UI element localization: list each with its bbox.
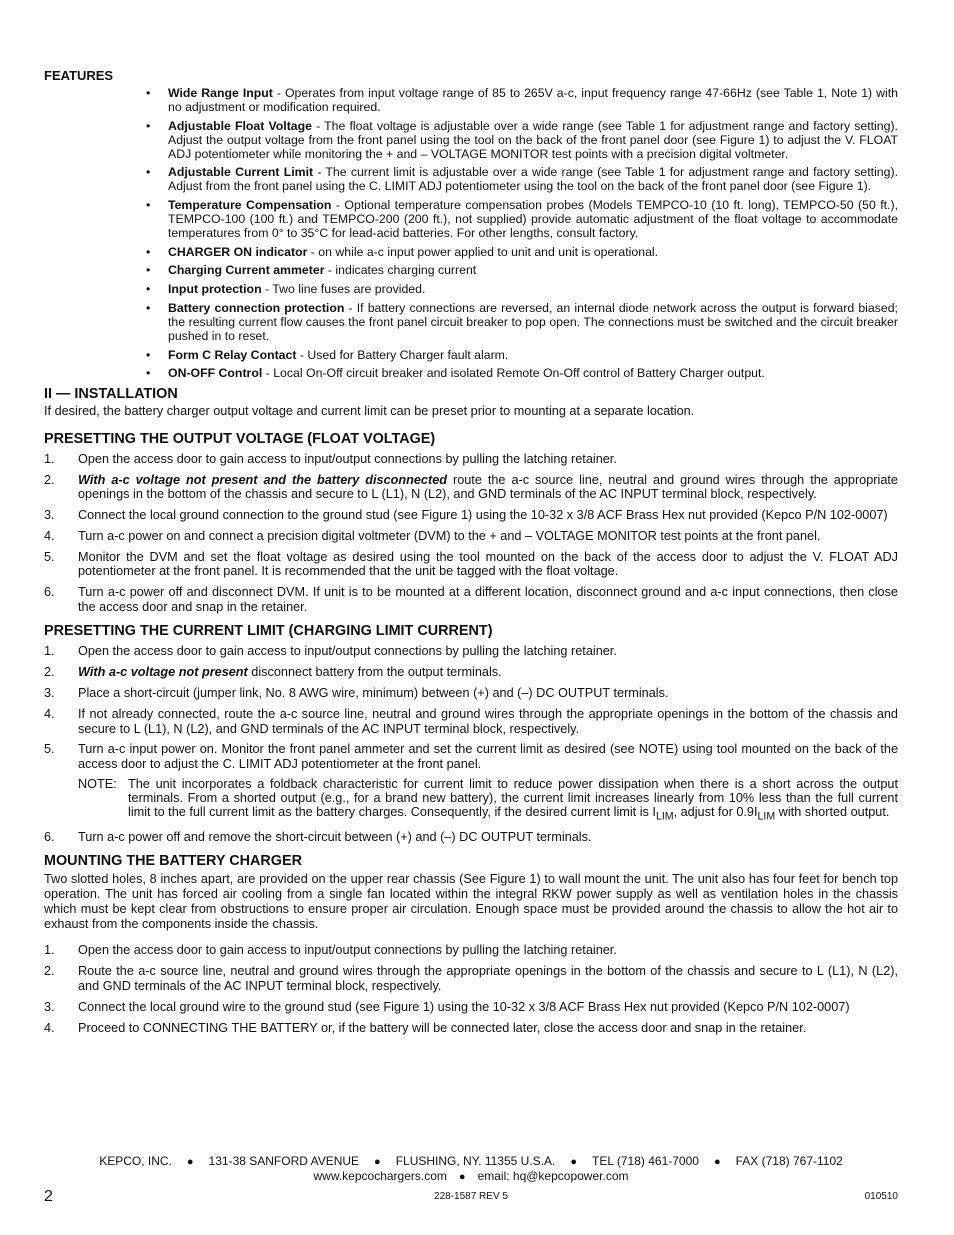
feature-title: Battery connection protection [168,300,345,315]
footer-address-line [44,1154,898,1168]
installation-intro: If desired, the battery charger output voltage and current limit can be preset prior to mounting at a separate location. [44,403,695,418]
feature-title: Form C Relay Contact [168,347,297,362]
step-text: Turn a-c power off and disconnect DVM. If unit is to be mounted at a different location, disconnect ground and a-c input connections, then close the access door and snap in the retainer. [78,585,898,614]
preset-current-step-6 [44,830,898,845]
feature-item [146,301,898,343]
footer-city: FLUSHING, NY. 11355 U.S.A. [395,1154,556,1168]
current-limit-note [44,777,898,824]
feature-text: - The float voltage is adjustable over a wide range (see Table 1 for adjustment range and factory setting). Adjust the output voltage from the front panel using the tool on the back of the front panel door (see Figure 1) to adjust the V. FLOAT ADJ potentiometer while monitoring the + and – VOLTAGE MONITOR test points with a precision digital voltmeter. [168,118,898,161]
document-page [44,68,898,1041]
feature-title: Temperature Compensation [168,198,332,213]
step-text: Open the access door to gain access to input/output connections by pulling the latching retainer. [78,451,617,466]
note-sub-b: LIM [757,810,776,823]
step-item [44,707,898,736]
date-code: 010510 [864,1191,898,1202]
feature-text: - Optional temperature compensation probes (Models TEMPCO-10 (10 ft. long), TEMPCO-50 (50 ft.), TEMPCO-100 (100 ft.) and TEMPCO-200 (200 ft.), not supplied) provide automatic adjustment of the float voltage to accommodate temperatures from 0° to 35°C for lead-acid batteries. For other lengths, consult factory. [168,198,898,241]
step-text: Turn a-c power off and remove the short-circuit between (+) and (–) DC OUTPUT terminals. [78,829,592,844]
footer-tel: TEL (718) 461-7000 [591,1154,699,1168]
step-text: Connect the local ground connection to the ground stud (see Figure 1) using the 10-32 x 3/8 ACF Brass Hex nut provided (Kepco P/N 102-0007) [78,508,888,523]
feature-title: Wide Range Input [168,86,273,100]
bullet-dot-icon: ● [186,1156,194,1168]
step-text: Connect the local ground wire to the ground stud (see Figure 1) using the 10-32 x 3/8 ACF Brass Hex nut provided (Kepco P/N 102-0007) [78,999,850,1014]
step-number: 4. [44,1020,55,1035]
features-heading: FEATURES [44,68,114,83]
note-text-c: with shorted output. [775,805,890,820]
step-item [44,943,898,958]
feature-title: Adjustable Float Voltage [168,118,312,133]
feature-item [146,119,898,161]
feature-text: - Used for Battery Charger fault alarm. [296,347,509,362]
feature-text: - The current limit is adjustable over a wide range (see Table 1 for adjustment range and factory setting). Adjust from the front panel using the C. LIMIT ADJ potentiometer using the tool on the back of the front panel door (see Figure 1). [168,165,898,194]
feature-text: - Operates from input voltage range of 85 to 265V a-c, input frequency range 47-66Hz (see Table 1, Note 1) with no adjustment or modification required. [168,86,898,114]
feature-title: CHARGER ON indicator [168,244,308,259]
step-item [44,1021,898,1036]
footer-fax: FAX (718) 767-1102 [735,1154,843,1168]
step-text: Place a short-circuit (jumper link, No. 8 AWG wire, minimum) between (+) and (–) DC OUTPUT terminals. [78,686,669,701]
step-text: Proceed to CONNECTING THE BATTERY or, if the battery will be connected later, close the access door and snap in the retainer. [78,1020,807,1035]
feature-item [146,245,898,259]
doc-number: 228-1587 REV 5 [434,1191,508,1202]
feature-text: - on while a-c input power applied to unit and unit is operational. [307,244,659,259]
step-number: 5. [44,742,55,757]
step-text: If not already connected, route the a-c source line, neutral and ground wires through the appropriate openings in the bottom of the chassis and secure to L (L1), N (L2), and GND terminals of the AC INPUT terminal block, respectively. [78,707,898,736]
note-label: NOTE: [78,776,117,791]
footer-meta [44,1188,898,1208]
step-item [44,964,898,993]
step-number: 1. [44,644,55,659]
feature-item [146,165,898,193]
bullet-dot-icon: ● [374,1156,381,1168]
footer-company: KEPCO, INC. [99,1154,172,1168]
feature-item [146,348,898,362]
step-emphasis: With a-c voltage not present [78,665,248,680]
feature-text: - indicates charging current [324,263,477,278]
bullet-dot-icon: ● [713,1156,721,1168]
feature-title: Input protection [168,282,262,297]
bullet-dot-icon: ● [458,1171,466,1183]
step-text: route the a-c source line, neutral and ground wires through the appropriate openings in the bottom of the chassis and secure to L (L1), N (L2), and GND terminals of the AC INPUT terminal block, respectively. [78,472,898,502]
feature-item [146,366,898,380]
step-item [44,529,898,544]
note-text-a: The unit incorporates a foldback characteristic for current limit to reduce power dissipation when there is a short across the output terminals. From a shorted output (e.g., for a brand new battery), the current limit increases linearly from 10% less than the full current limit to the full current limit as the battery charges. Consequently, if the desired current limit is I [128,776,898,820]
feature-item [146,198,898,240]
step-item [44,644,898,659]
mounting-heading: MOUNTING THE BATTERY CHARGER [44,853,302,870]
step-item [44,830,898,845]
step-number: 3. [44,999,55,1014]
feature-text: - Two line fuses are provided. [261,282,426,297]
step-number: 6. [44,585,55,600]
footer-address: 131-38 SANFORD AVENUE [208,1154,360,1168]
note-text-b: , adjust for 0.9I [673,805,758,820]
step-number: 3. [44,686,55,701]
step-text: Open the access door to gain access to input/output connections by pulling the latching retainer. [78,644,617,659]
installation-heading: II — INSTALLATION [44,385,178,402]
preset-voltage-steps [44,452,898,614]
step-item [44,473,898,502]
feature-item [146,282,898,296]
step-item [44,508,898,523]
step-text: disconnect battery from the output terminals. [247,665,502,680]
preset-voltage-heading: PRESETTING THE OUTPUT VOLTAGE (FLOAT VOLTAGE) [44,430,436,447]
step-item [44,452,898,467]
step-item [44,742,898,771]
note-sub-a: LIM [655,810,674,823]
step-number: 2. [44,964,55,979]
step-item [44,550,898,579]
step-item [44,686,898,701]
feature-title: ON-OFF Control [168,366,263,381]
preset-current-steps [44,644,898,771]
step-emphasis: With a-c voltage not present and the battery disconnected [78,472,448,487]
step-number: 3. [44,508,55,523]
page-number: 2 [44,1188,53,1205]
footer-email-link[interactable]: email: hq@kepcopower.com [477,1169,629,1183]
feature-item [146,263,898,277]
mounting-steps [44,943,898,1035]
step-text: Open the access door to gain access to input/output connections by pulling the latching retainer. [78,943,617,958]
preset-current-heading: PRESETTING THE CURRENT LIMIT (CHARGING LIMIT CURRENT) [44,623,493,640]
step-number: 1. [44,451,55,466]
step-number: 1. [44,943,55,958]
step-item [44,585,898,614]
feature-title: Adjustable Current Limit [168,165,314,180]
step-text: Turn a-c input power on. Monitor the front panel ammeter and set the current limit as desired (see NOTE) using tool mounted on the back of the access door to adjust the C. LIMIT ADJ potentiometer at the front panel. [78,742,898,771]
mounting-intro: Two slotted holes, 8 inches apart, are provided on the upper rear chassis (See Figure 1) to wall mount the unit. The unit also has four feet for bench top operation. The unit has forced air cooling from a single fan located within the integral RKW power supply as well as ventilation holes in the chassis which must be kept clear from obstructions to ensure proper air circulation. Enough space must be provided around the chassis to allow the hot air to exhaust from the components inside the chassis. [44,872,898,932]
step-number: 2. [44,472,55,487]
footer-web-link[interactable]: www.kepcochargers.com [313,1169,447,1183]
step-number: 6. [44,829,55,844]
footer-web-line [44,1169,898,1183]
step-number: 5. [44,549,55,564]
feature-item [146,86,898,114]
step-text: Turn a-c power on and connect a precision digital voltmeter (DVM) to the + and – VOLTAGE MONITOR test points at the front panel. [78,529,821,544]
features-list [146,86,898,380]
step-number: 4. [44,529,55,544]
feature-text: - If battery connections are reversed, an internal diode network across the output is forward biased; the resulting current flow causes the front panel circuit breaker to pop open. The connections must be switched and the circuit breaker pushed in to reset. [168,300,898,343]
step-text: Monitor the DVM and set the float voltage as desired using the tool mounted on the back of the access door to adjust the V. FLOAT ADJ potentiometer at the front panel. It is recommended that the unit be tagged with the float voltage. [78,549,898,579]
step-number: 4. [44,707,55,721]
step-item [44,1000,898,1015]
feature-text: - Local On-Off circuit breaker and isolated Remote On-Off control of Battery Charger output. [262,366,765,381]
step-item [44,665,898,680]
bullet-dot-icon: ● [570,1156,577,1168]
step-text: Route the a-c source line, neutral and ground wires through the appropriate openings in the bottom of the chassis and secure to L (L1), N (L2), and GND terminals of the AC INPUT terminal block, respectively. [78,964,898,993]
step-number: 2. [44,665,55,680]
feature-title: Charging Current ammeter [168,263,325,278]
